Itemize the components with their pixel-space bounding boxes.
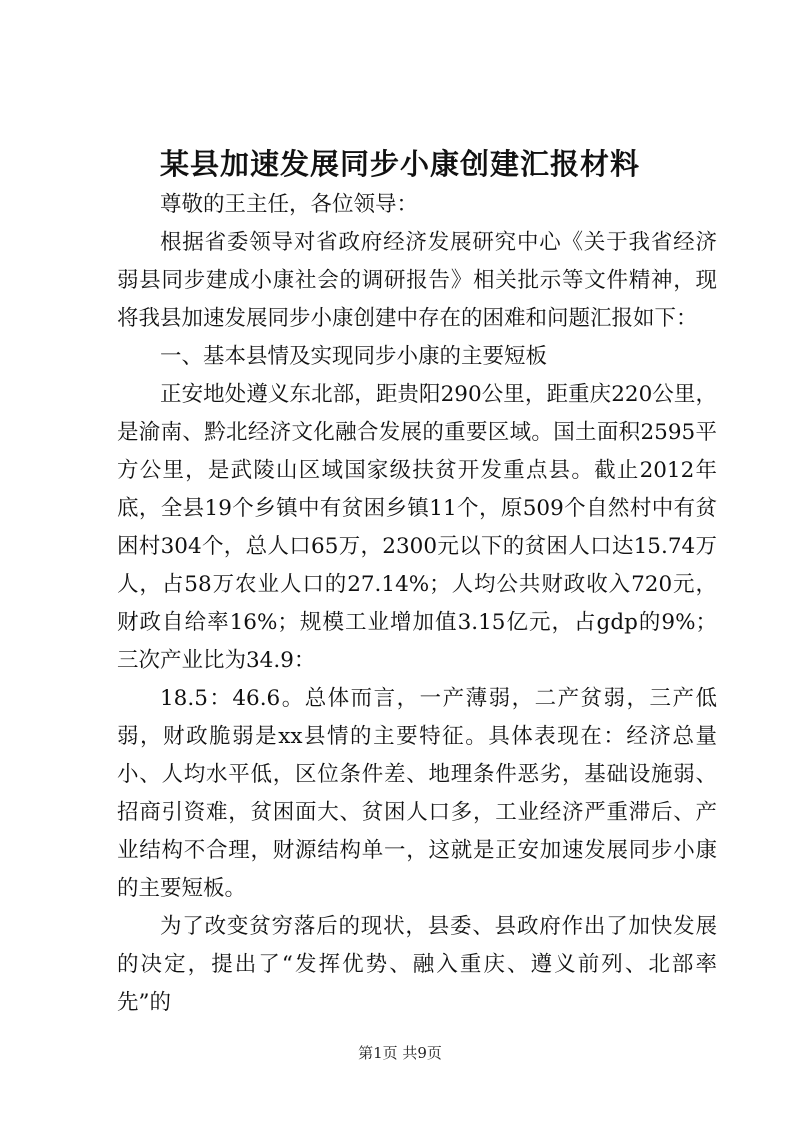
document-title: 某县加速发展同步小康创建汇报材料 xyxy=(159,147,640,181)
document-body xyxy=(117,186,717,1022)
salutation-paragraph: 尊敬的王主任，各位领导： xyxy=(160,192,419,217)
decision-paragraph: 为了改变贫穷落后的现状，县委、县政府作出了加快发展的决定，提出了“发挥优势、融入重庆、遵义前列、北部率先”的 xyxy=(117,914,717,1015)
intro-paragraph: 根据省委领导对省政府经济发展研究中心《关于我省经济弱县同步建成小康社会的调研报告》相关批示等文件精神，现将我县加速发展同步小康创建中存在的困难和问题汇报如下： xyxy=(117,230,717,331)
shortcomings-paragraph: 18.5：46.6。总体而言，一产薄弱，二产贫弱，三产低弱，财政脆弱是xx县情的主要特征。具体表现在：经济总量小、人均水平低，区位条件差、地理条件恶劣，基础设施弱、招商引资难，贫困面大、贫困人口多，工业经济严重滞后、产业结构不合理，财源结构单一，这就是正安加速发展同步小康的主要短板。 xyxy=(117,686,717,901)
county-overview-paragraph: 正安地处遵义东北部，距贵阳290公里，距重庆220公里，是渝南、黔北经济文化融合发展的重要区域。国土面积2595平方公里，是武陵山区域国家级扶贫开发重点县。截止2012年底，全县19个乡镇中有贫困乡镇11个，原509个自然村中有贫困村304个，总人口65万，2300元以下的贫困人口达15.74万人，占58万农业人口的27.14%；人均公共财政收入720元，财政自给率16%；规模工业增加值3.15亿元，占gdp的9%；三次产业比为34.9： xyxy=(117,382,717,673)
page-number-footer: 第1页 共9页 xyxy=(358,1044,442,1062)
section-heading: 一、基本县情及实现同步小康的主要短板 xyxy=(160,344,548,369)
